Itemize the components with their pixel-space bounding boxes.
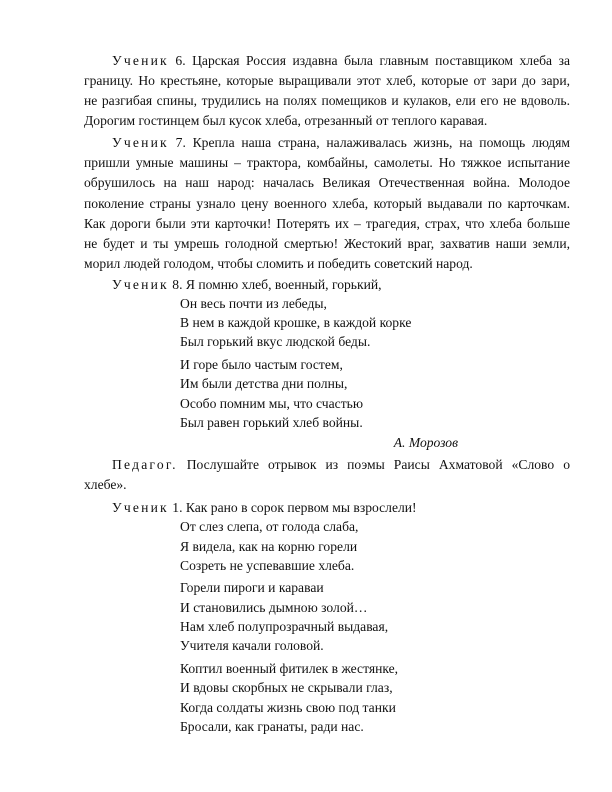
poem-line: Горели пироги и караваи [180, 580, 324, 595]
paragraph-text: 6. Царская Россия издавна была главным поставщиком хлеба за [175, 53, 570, 68]
text-line: не будет и ты умрешь голодной смертью! Жестокий враг, захватив наши земли, [84, 236, 570, 251]
text-line: Дорогим гостинцем был кусок хлеба, отрезанный от теплого каравая. [84, 113, 488, 128]
poem-line: Был горький вкус людской беды. [180, 334, 371, 349]
text-line: не разгибая спины, трудились на полях помещиков и кулаков, ели его не вдоволь. [84, 93, 570, 108]
text-line: пришли умные машины – трактора, комбайны, самолеты. Но тяжкое испытание [84, 155, 570, 170]
text-line: хлебе». [84, 477, 127, 492]
poem-line: И вдовы скорбных не скрывали глаз, [180, 680, 393, 695]
text-line [112, 53, 570, 69]
text-line [112, 457, 570, 473]
speaker-label: Ученик [112, 53, 169, 68]
poem-line: Коптил военный фитилек в жестянке, [180, 661, 399, 676]
poem-line: И становились дымною золой… [180, 600, 368, 615]
poem-author: А. Морозов [393, 435, 458, 450]
text-line [112, 500, 417, 516]
poem-line: Когда солдаты жизнь свою под танки [180, 700, 396, 715]
poem-line: Им были детства дни полны, [180, 376, 348, 391]
poem-line: Он весь почти из лебеды, [180, 296, 327, 311]
text-line [112, 135, 570, 151]
poem-line: 1. Как рано в сорок первом мы взрослели! [172, 500, 417, 515]
poem-line: 8. Я помню хлеб, военный, горький, [172, 277, 382, 292]
poem-line: От слез слепа, от голода слаба, [180, 519, 359, 534]
poem-line: Был равен горький хлеб войны. [180, 415, 363, 430]
text-line: границу. Но крестьяне, которые выращивали этот хлеб, которые от зари до зари, [84, 73, 570, 88]
poem-line: Особо помним мы, что счастью [180, 396, 364, 411]
speaker-label: Педагог. [112, 457, 178, 472]
text-line: морил людей голодом, чтобы сломить и победить советский народ. [84, 256, 473, 271]
poem-line: И горе было частым гостем, [180, 357, 343, 372]
text-line [112, 277, 382, 293]
speaker-label: Ученик [112, 135, 169, 150]
poem-line: В нем в каждой крошке, в каждой корке [180, 315, 412, 330]
paragraph-text: Послушайте отрывок из поэмы Раисы Ахматовой «Слово о [186, 457, 570, 472]
poem-line: Учителя качали головой. [180, 638, 324, 653]
poem-line: Я видела, как на корню горели [180, 539, 358, 554]
text-line: обрушилось на наш народ: началась Великая Отечественная война. Молодое [84, 175, 570, 190]
text-line: поколение страны узнало цену военного хлеба, который выдавали по карточкам. [84, 196, 570, 211]
speaker-label: Ученик [112, 500, 169, 515]
poem-line: Созреть не успевавшие хлеба. [180, 558, 355, 573]
poem-line: Бросали, как гранаты, ради нас. [180, 719, 364, 734]
speaker-label: Ученик [112, 277, 169, 292]
paragraph-text: 7. Крепла наша страна, налаживалась жизнь, на помощь людям [175, 135, 570, 150]
text-line: Как дороги были эти карточки! Потерять их – трагедия, страх, что хлеба больше [84, 216, 570, 231]
poem-line: Нам хлеб полупрозрачный выдавая, [180, 619, 389, 634]
